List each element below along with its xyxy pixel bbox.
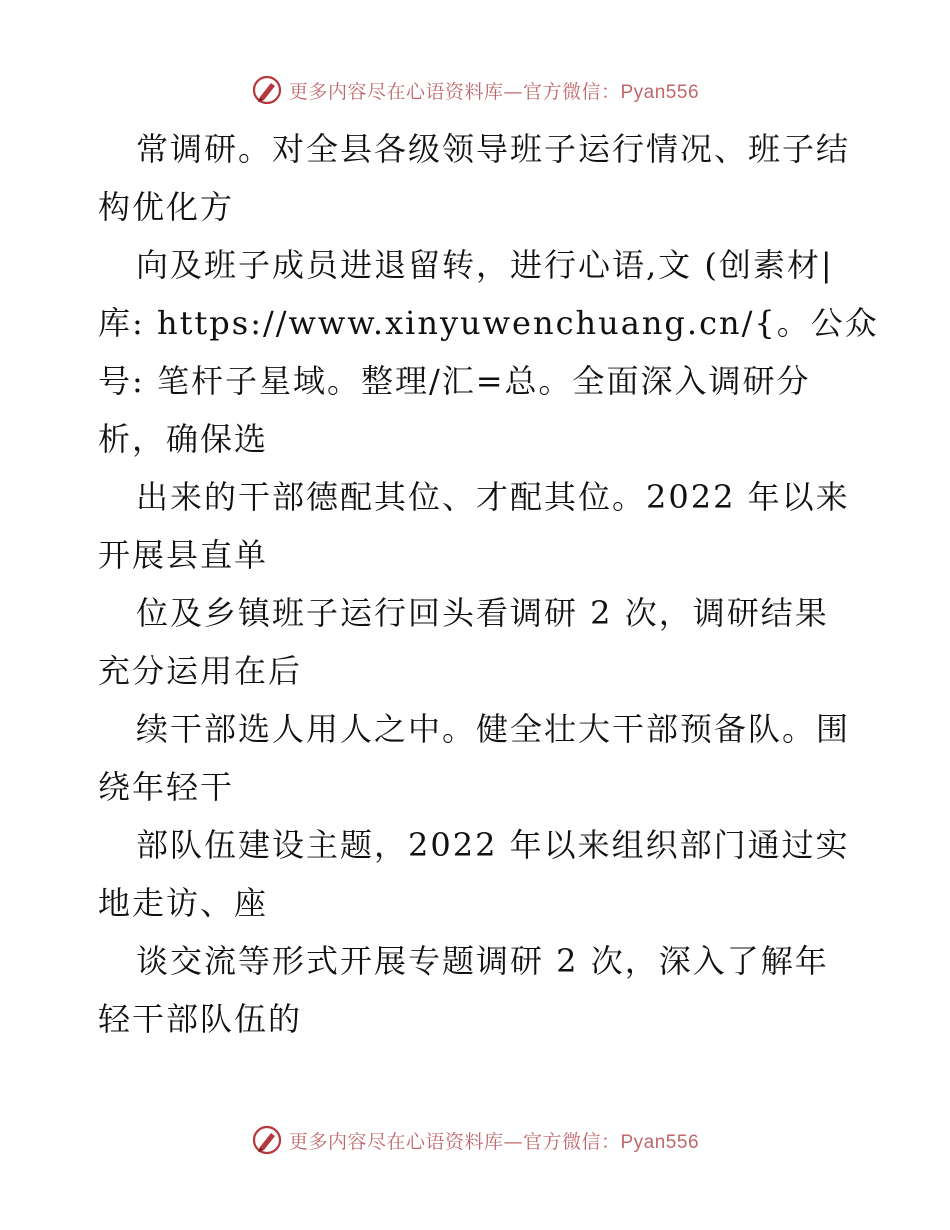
text-line: 部队伍建设主题，2022 年以来组织部门通过实 xyxy=(136,826,850,864)
header-banner xyxy=(0,70,950,110)
text-line: 地走访、座 xyxy=(98,884,269,922)
text-line: 向及班子成员进退留转，进行心语,文 (创素材| xyxy=(136,246,834,284)
banner-contact: Pyan556 xyxy=(620,81,700,103)
text-line: 开展县直单 xyxy=(98,536,269,574)
text-line: 库: https://www.xinyuwenchuang.cn/{。公众 xyxy=(98,304,879,342)
banner-text xyxy=(289,1127,699,1154)
text-line: 位及乡镇班子运行回头看调研 2 次，调研结果 xyxy=(136,594,829,632)
text-line: 谈交流等形式开展专题调研 2 次，深入了解年 xyxy=(136,942,829,980)
text-line: 号: 笔杆子星域。整理/汇=总。全面深入调研分 xyxy=(98,362,811,400)
pen-logo-icon xyxy=(251,74,283,106)
text-line: 轻干部队伍的 xyxy=(98,1000,303,1038)
text-line: 出来的干部德配其位、才配其位。2022 年以来 xyxy=(136,478,850,516)
text-line: 构优化方 xyxy=(98,188,235,226)
text-line: 绕年轻干 xyxy=(98,768,235,806)
banner-text xyxy=(289,77,699,104)
document-body xyxy=(98,120,879,1048)
footer-banner xyxy=(0,1120,950,1160)
text-line: 充分运用在后 xyxy=(98,652,303,690)
banner-title: 更多内容尽在心语资料库—官方微信： xyxy=(288,80,621,103)
text-line: 续干部选人用人之中。健全壮大干部预备队。围 xyxy=(136,710,851,748)
banner-title: 更多内容尽在心语资料库—官方微信： xyxy=(288,1130,621,1153)
banner-contact: Pyan556 xyxy=(620,1131,700,1153)
text-line: 析，确保选 xyxy=(98,420,269,458)
text-line: 常调研。对全县各级领导班子运行情况、班子结 xyxy=(136,130,851,168)
pen-logo-icon xyxy=(251,1124,283,1156)
